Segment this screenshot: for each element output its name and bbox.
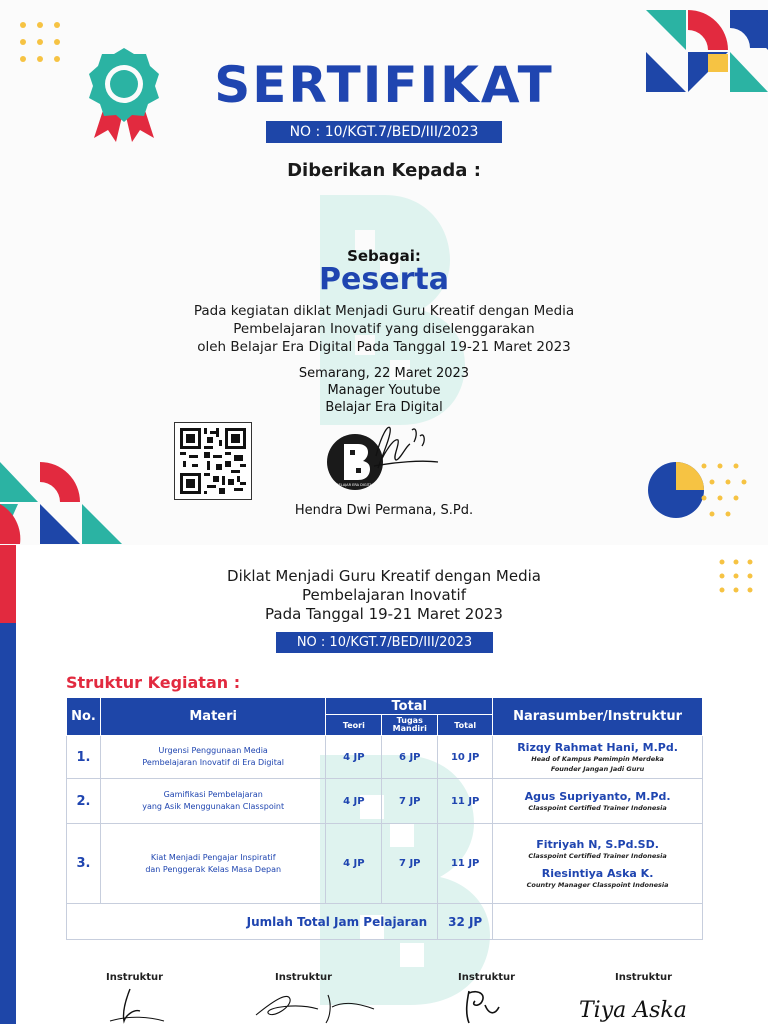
table-row [67,736,703,779]
header-narasumber: Narasumber/Instruktur [493,698,703,736]
materi-line: dan Penggerak Kelas Masa Depan [145,864,282,874]
instructor-label: Instruktur [458,972,516,983]
narasumber-name: Fitriyah N, S.Pd.SD. [536,837,659,851]
total-empty-cell [493,904,703,940]
activity-title [0,567,768,624]
place-date: Semarang, 22 Maret 2023 [298,366,470,381]
materi-line: yang Asik Menggunakan Classpoint [142,802,285,811]
signer-name: Hendra Dwi Permana, S.Pd. [294,503,474,518]
header-total-group: Total [326,698,493,715]
as-label: Sebagai: [347,247,421,265]
row-total: 11 JP [438,824,493,904]
circle-dots-decoration [648,460,748,522]
row-tugas: 7 JP [382,779,438,824]
narasumber-role: Classpoint Certified Trainer Indonesia [528,803,667,812]
row-narasumber [493,779,703,824]
recipient-role: Peserta [319,262,449,297]
narasumber-role: Founder Jangan Jadi Guru [550,764,645,773]
activity-title-line: Pada Tanggal 19-21 Maret 2023 [265,605,503,623]
given-to-label: Diberikan Kepada : [287,160,481,181]
narasumber-role: Classpoint Certified Trainer Indonesia [528,851,667,860]
materi-line: Kiat Menjadi Pengajar Inspiratif [150,852,276,862]
table-row [67,824,703,904]
instructor-signature [455,985,515,1024]
instructor-label: Instruktur [615,972,673,983]
side-accent-blue [0,623,16,1024]
stamp-label: BELAJAR ERA DIGITAL [336,483,374,487]
row-number: 3. [67,824,101,904]
activity-structure-table [66,697,703,940]
narasumber-name: Rizqy Rahmat Hani, M.Pd. [517,740,678,754]
row-number: 2. [67,779,101,824]
row-materi [100,779,325,824]
row-teori: 4 JP [326,824,382,904]
header-materi: Materi [100,698,325,736]
row-number: 1. [67,736,101,779]
description-line: oleh Belajar Era Digital Pada Tanggal 19-21 Maret 2023 [197,339,571,355]
row-narasumber [493,824,703,904]
row-tugas: 6 JP [382,736,438,779]
description-line: Pembelajaran Inovatif yang diselenggarakan [233,321,535,337]
materi-line: Urgensi Penggunaan Media [158,746,268,755]
signature-text: Tiya Aska [579,998,687,1023]
qr-code-icon [180,428,246,494]
row-narasumber [493,736,703,779]
activity-number-badge: NO : 10/KGT.7/BED/III/2023 [276,632,493,653]
section-title: Struktur Kegiatan : [66,673,241,692]
row-teori: 4 JP [326,779,382,824]
qr-code [174,422,252,500]
instructor-label: Instruktur [275,972,333,983]
table-total-row [67,904,703,940]
activity-title-line: Pembelajaran Inovatif [302,586,466,604]
signer-organization: Belajar Era Digital [325,400,443,415]
row-materi [100,824,325,904]
row-tugas: 7 JP [382,824,438,904]
header-total: Total [438,715,493,736]
row-total: 10 JP [438,736,493,779]
instructor-signature [100,985,170,1024]
certificate-title: SERTIFIKAT [214,56,554,114]
narasumber-name: Riesintiya Aska K. [541,866,654,880]
certificate-number-badge: NO : 10/KGT.7/BED/III/2023 [266,121,502,143]
row-teori: 4 JP [326,736,382,779]
instructor-signature [575,985,715,1024]
certificate-description [0,302,768,356]
activity-title-line: Diklat Menjadi Guru Kreatif dengan Media [227,567,541,585]
instructor-label: Instruktur [106,972,164,983]
geometric-decoration-left [0,462,122,545]
total-label: Jumlah Total Jam Pelajaran [67,904,438,940]
row-materi [100,736,325,779]
header-tugas-mandiri: Tugas Mandiri [382,715,438,736]
row-total: 11 JP [438,779,493,824]
instructor-signature [248,985,378,1024]
header-no: No. [67,698,101,736]
total-value: 32 JP [438,904,493,940]
materi-line: Pembelajaran Inovatif di Era Digital [142,758,284,767]
header-teori: Teori [326,715,382,736]
signature-with-stamp [326,416,446,494]
materi-line: Gamifikasi Pembelajaran [163,790,263,799]
signer-title: Manager Youtube [327,383,441,398]
signing-block [0,365,768,416]
narasumber-name: Agus Supriyanto, M.Pd. [524,789,671,803]
description-line: Pada kegiatan diklat Menjadi Guru Kreatif dengan Media [193,303,575,319]
narasumber-role: Head of Kampus Pemimpin Merdeka [531,754,664,763]
narasumber-role: Country Manager Classpoint Indonesia [526,880,669,889]
table-header-row [67,698,703,715]
table-row [67,779,703,824]
